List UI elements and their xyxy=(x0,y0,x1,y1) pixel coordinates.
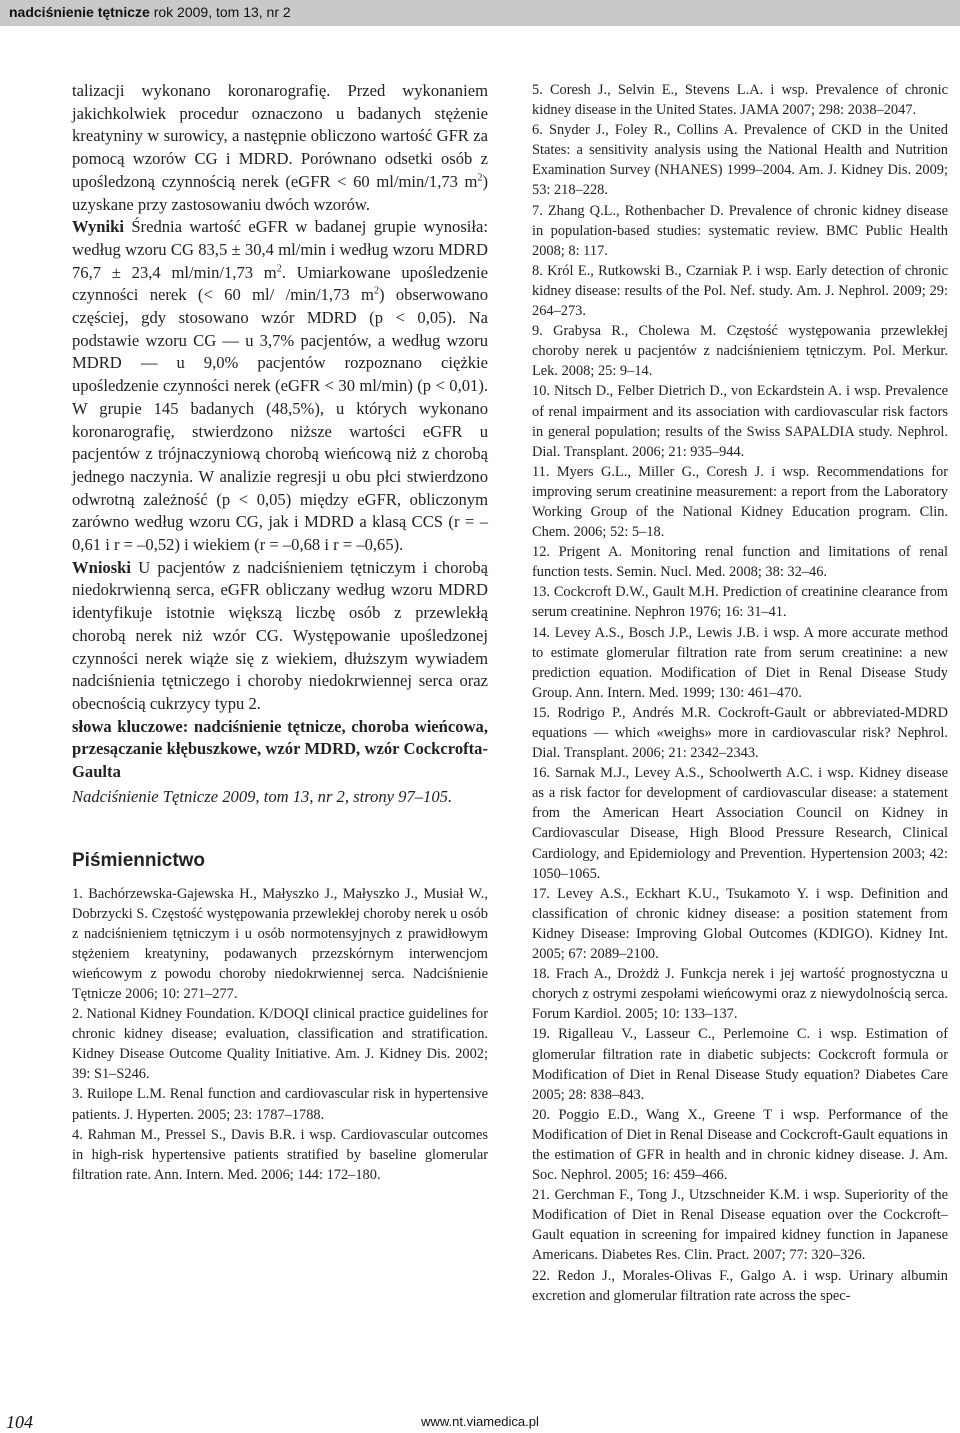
reference-item: 4. Rahman M., Pressel S., Davis B.R. i wsp. Cardiovascular outcomes in high-risk hypertensive patients stratified by baseline glomerular filtration rate. Ann. Intern. Med. 2006; 144: 172–180. xyxy=(72,1126,488,1183)
reference-item: 10. Nitsch D., Felber Dietrich D., von Eckardstein A. i wsp. Prevalence of renal impairment and its association with cardiovascular risk factors in general population; results of the Swiss SAPALDIA study. Nephrol. Dial. Transplant. 2006; 21: 935–944. xyxy=(532,383,948,460)
journal-name: nadciśnienie tętnicze xyxy=(9,4,150,20)
reference-item: 21. Gerchman F., Tong J., Utzschneider K.M. i wsp. Superiority of the Modification of Diet in Renal Disease equation over the Cockcroft–Gault equation in screening for impaired kidney function in Japanese Americans. Diabetes Res. Clin. Pract. 2007; 77: 320–326. xyxy=(532,1187,948,1264)
references-list-left xyxy=(72,884,488,1185)
footer-url: www.nt.viamedica.pl xyxy=(421,1414,539,1429)
reference-item: 2. National Kidney Foundation. K/DOQI clinical practice guidelines for chronic kidney disease; evaluation, classification and stratification. Kidney Disease Outcome Quality Initiative. Am. J. Kidney Dis. 2002; 39: S1–S246. xyxy=(72,1006,488,1083)
reference-item: 1. Bachórzewska-Gajewska H., Małyszko J., Małyszko J., Musiał W., Dobrzycki S. Częstość występowania przewlekłej choroby nerek u osób z nadciśnieniem tętniczym i u osób normotensyjnych z prawidłowym stężeniem kreatyniny, podawanych przezskórnym interwencjom wieńcowym z powodu choroby niedokrwiennej serca. Nadciśnienie Tętnicze 2006; 10: 271–277. xyxy=(72,885,488,1002)
reference-item: 14. Levey A.S., Bosch J.P., Lewis J.B. i wsp. A more accurate method to estimate glomerular filtration rate from serum creatinine: a new prediction equation. Modification of Diet in Renal Disease Study Group. Ann. Intern. Med. 1999; 130: 461–470. xyxy=(532,624,948,701)
references-heading: Piśmiennictwo xyxy=(72,849,206,871)
reference-item: 8. Król E., Rutkowski B., Czarniak P. i wsp. Early detection of chronic kidney disease: results of the Pol. Nef. study. Am. J. Nephrol. 2009; 29: 264–273. xyxy=(532,262,948,320)
abstract xyxy=(72,80,488,809)
reference-item: 13. Cockcroft D.W., Gault M.H. Prediction of creatinine clearance from serum creatinine. Nephron 1976; 16: 31–41. xyxy=(532,584,948,621)
reference-item: 17. Levey A.S., Eckhart K.U., Tsukamoto Y. i wsp. Definition and classification of chronic kidney disease: a position statement from Kidney Disease: Improving Global Outcomes (KDIGO). Kidney Int. 2005; 67: 2089–2100. xyxy=(532,885,948,963)
reference-item: 15. Rodrigo P., Andrés M.R. Cockroft-Gault or abbreviated-MDRD equations — which «weighs» more in cardiovascular risk? Nephrol. Dial. Transplant. 2006; 21: 2342–2343. xyxy=(532,704,948,762)
right-column xyxy=(532,80,948,1306)
abstract-results-paragraph: Wyniki Średnia wartość eGFR w badanej grupie wynosiła: według wzoru CG 83,5 ± 30,4 ml/min i według wzoru MDRD 76,7 ± 23,4 ml/min/1,73 $m^2$. Umiarkowane upośledzenie czynności nerek (< 60 ml/ /min/1,73 $m^2$) obserwowano częściej, gdy stosowano wzór MDRD (p < 0,05). Na podstawie wzoru CG — u 3,7% pacjentów, a według wzoru MDRD — u 9,0% pacjentów rozpoznano ciężkie upośledzenie czynności nerek (eGFR < 30 ml/min) (p < 0,01). W grupie 145 badanych (48,5%), u których wykonano koronarografię, stwierdzono niższe wartości eGFR u pacjentów z trójnaczyniową chorobą wieńcową niż z chorobą jednego naczynia. W analizie regresji u obu płci stwierdzono odwrotną zależność (p < 0,05) między eGFR, obliczonym zarówno według wzoru CG, jak i MDRD a klasą CCS (r = –0,61 i r = –0,52) i wiekiem (r = –0,68 i r = –0,65). xyxy=(72,217,488,555)
abstract-methods-paragraph: talizacji wykonano koronarografię. Przed wykonaniem jakichkolwiek procedur oznaczono u badanych stężenie kreatyniny w surowicy, a następnie obliczono wartość GFR za pomocą wzorów CG i MDRD. Porównano odsetki osób z upośledzoną czynnością nerek (eGFR < 60 ml/min/1,73 $m^2$) uzyskane przy zastosowaniu dwóch wzorów. xyxy=(72,81,488,214)
abstract-conclusions-paragraph: Wnioski U pacjentów z nadciśnieniem tętniczym i chorobą niedokrwienną serca, eGFR obliczany według wzoru MDRD identyfikuje istotnie większą liczbę osób z przewlekłą chorobą nerek niż wzór CG. Występowanie upośledzonej czynności nerek wiąże się z wiekiem, dłuższym wywiadem nadciśnienia tętniczego i choroby niedokrwiennej serca oraz obecnością cukrzycy typu 2. xyxy=(72,557,488,713)
reference-item: 7. Zhang Q.L., Rothenbacher D. Prevalence of chronic kidney disease in population-based studies: systematic review. BMC Public Health 2008; 8: 117. xyxy=(532,202,948,259)
running-header xyxy=(0,0,960,26)
reference-item: 11. Myers G.L., Miller G., Coresh J. i wsp. Recommendations for improving serum creatinine measurement: a report from the Laboratory Working Group of the National Kidney Education program. Clin. Chem. 2006; 52: 5–18. xyxy=(532,463,948,541)
reference-item: 9. Grabysa R., Cholewa M. Częstość występowania przewlekłej choroby nerek u pacjentów z nadciśnieniem tętniczym. Pol. Merkur. Lek. 2008; 25: 9–14. xyxy=(532,323,948,380)
reference-item: 20. Poggio E.D., Wang X., Greene T i wsp. Performance of the Modification of Diet in Renal Disease and Cockcroft-Gault equations in the estimation of GFR in health and in chronic kidney disease. J. Am. Soc. Nephrol. 2005; 16: 459–466. xyxy=(532,1106,948,1184)
reference-item: 6. Snyder J., Foley R., Collins A. Prevalence of CKD in the United States: a sensitivity analysis using the National Health and Nutrition Examination Survey (NHANES) 1999–2004. Am. J. Kidney Dis. 2009; 53: 218–228. xyxy=(532,122,948,199)
journal-issue: rok 2009, tom 13, nr 2 xyxy=(149,4,291,20)
reference-item: 3. Ruilope L.M. Renal function and cardiovascular risk in hypertensive patients. J. Hyperten. 2005; 23: 1787–1788. xyxy=(72,1086,488,1123)
citation: Nadciśnienie Tętnicze 2009, tom 13, nr 2, strony 97–105. xyxy=(72,786,453,806)
reference-item: 18. Frach A., Drożdż J. Funkcja nerek i jej wartość prognostyczna u chorych z ostrymi zespołami wieńcowymi oraz z niewydolnością serca. Forum Kardiol. 2005; 10: 133–137. xyxy=(532,966,948,1023)
page-number: 104 xyxy=(6,1412,33,1432)
reference-item: 22. Redon J., Morales-Olivas F., Galgo A. i wsp. Urinary albumin excretion and glomerular filtration rate across the spec- xyxy=(532,1267,948,1304)
journal-header-title xyxy=(9,4,291,20)
reference-item: 16. Sarnak M.J., Levey A.S., Schoolwerth A.C. i wsp. Kidney disease as a risk factor for development of cardiovascular disease: a statement from the American Heart Association Council on Kidney in Cardiovascular Disease, High Blood Pressure Research, Clinical Cardiology, and Epidemiology and Prevention. Hypertension 2003; 42: 1050–1065. xyxy=(532,765,948,882)
reference-item: 5. Coresh J., Selvin E., Stevens L.A. i wsp. Prevalence of chronic kidney disease in the United States. JAMA 2007; 298: 2038–2047. xyxy=(532,82,948,119)
keywords: słowa kluczowe: nadciśnienie tętnicze, choroba wieńcowa, przesączanie kłębuszkowe, wzór MDRD, wzór Cockcrofta-Gaulta xyxy=(72,716,488,782)
conclusions-label: Wnioski xyxy=(72,557,132,577)
left-column xyxy=(72,80,488,1185)
references-list-right xyxy=(532,80,948,1306)
reference-item: 19. Rigalleau V., Lasseur C., Perlemoine C. i wsp. Estimation of glomerular filtration rate in diabetic subjects: Cockcroft formula or Modification of Diet in Renal Disease Study equation? Diabetes Care 2005; 28: 838–843. xyxy=(532,1026,948,1103)
reference-item: 12. Prigent A. Monitoring renal function and limitations of renal function tests. Semin. Nucl. Med. 2008; 38: 32–46. xyxy=(532,544,948,581)
results-label: Wyniki xyxy=(72,217,124,237)
